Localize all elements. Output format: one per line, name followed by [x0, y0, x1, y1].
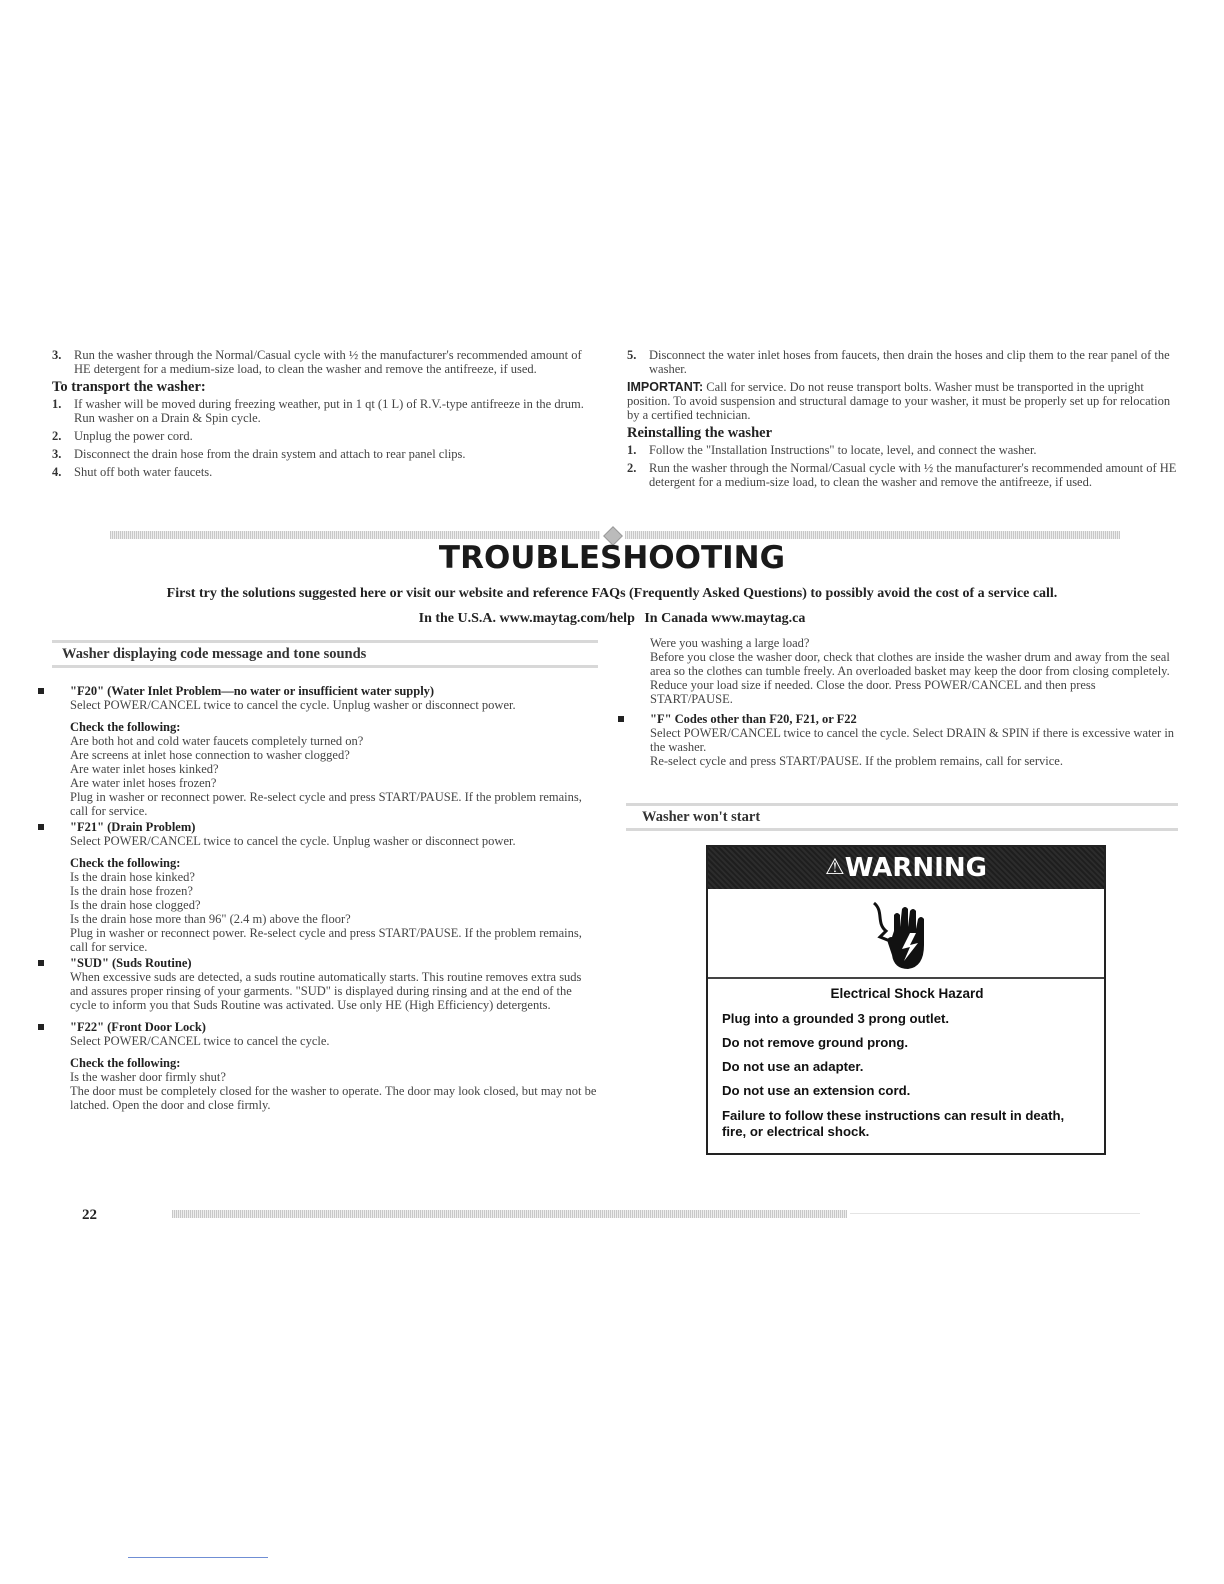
- warning-line: Do not use an extension cord.: [722, 1083, 911, 1098]
- warning-triangle-icon: ⚠: [825, 855, 845, 880]
- step-number: 4.: [52, 465, 62, 479]
- transport-step-5: [627, 348, 1177, 376]
- reinstall-step-2: [627, 461, 1177, 489]
- step-text: Follow the "Installation Instructions" to locate, level, and connect the washer.: [649, 443, 1037, 457]
- code-f21-text: Select POWER/CANCEL twice to cancel the cycle. Unplug washer or disconnect power.: [70, 834, 516, 848]
- other-f-codes-text: Select POWER/CANCEL twice to cancel the cycle. Select DRAIN & SPIN if there is excessive water in the washer.: [650, 726, 1175, 754]
- code-f20-item: [38, 684, 598, 818]
- code-f22-item: [38, 1020, 598, 1112]
- code-sud-text: When excessive suds are detected, a suds routine automatically starts. This routine removes extra suds and assures proper rinsing of your garments. "SUD" is displayed during rinsing and at the end of the cycle to inform you that Suds Routine was activated. Use only HE (High Efficiency) detergents.: [70, 970, 582, 1012]
- top-left-column: [52, 348, 597, 483]
- transport-step-1: [52, 397, 597, 425]
- transport-prep-step-3: [52, 348, 597, 376]
- code-f21-after-text: Plug in washer or reconnect power. Re-select cycle and press START/PAUSE. If the problem remains, call for service.: [70, 926, 582, 954]
- important-text: Call for service. Do not reuse transport bolts. Washer must be transported in the upright position. To avoid suspension and structural damage to your washer, it must be properly set up for relocation by a certified technician.: [627, 380, 1171, 422]
- website-line: [0, 611, 1224, 627]
- check-following-heading: Check the following:: [70, 1056, 181, 1070]
- code-message-column: [38, 678, 598, 1112]
- large-load-question: Were you washing a large load?: [650, 636, 810, 650]
- step-text: Shut off both water faucets.: [74, 465, 213, 479]
- code-f21-heading: "F21" (Drain Problem): [70, 820, 196, 834]
- transport-heading: To transport the washer:: [52, 379, 206, 395]
- step-number: 1.: [52, 397, 62, 411]
- intro-text: First try the solutions suggested here or visit our website and reference FAQs (Frequently Asked Questions) to possibly avoid the cost of a service call.: [166, 586, 1058, 601]
- electric-shock-icon: [866, 897, 946, 973]
- right-troubleshooting-column: [618, 636, 1178, 768]
- step-text: Run the washer through the Normal/Casual cycle with ½ the manufacturer's recommended amount of HE detergent for a medium-size load, to clean the washer and remove the antifreeze, if used.: [649, 461, 1177, 489]
- warning-hazard: Electrical Shock Hazard: [830, 986, 984, 1001]
- step-number: 2.: [627, 461, 637, 475]
- transport-step-3: [52, 447, 597, 461]
- code-message-section-header: [52, 640, 598, 668]
- step-number: 3.: [52, 348, 62, 362]
- code-f20-heading: "F20" (Water Inlet Problem—no water or insufficient water supply): [70, 684, 435, 698]
- bullet-icon: [38, 688, 44, 694]
- warning-box: [706, 845, 1106, 1155]
- warning-header: [708, 847, 1104, 889]
- code-sud-heading: "SUD" (Suds Routine): [70, 956, 192, 970]
- code-f22-text: Select POWER/CANCEL twice to cancel the cycle.: [70, 1034, 330, 1048]
- warning-line: Do not remove ground prong.: [722, 1035, 909, 1050]
- footer-rule: [172, 1210, 847, 1218]
- check-question: Are both hot and cold water faucets completely turned on?: [70, 734, 364, 748]
- check-following-heading: Check the following:: [70, 856, 181, 870]
- large-load-text: Before you close the washer door, check that clothes are inside the washer drum and away from the seal area so the clothes can tumble freely. An overloaded basket may keep the door from closing completely. Reduce your load size if needed. Close the door. Press POWER/CANCEL and then press START/PAUSE.: [650, 650, 1170, 706]
- section-heading: Washer displaying code message and tone sounds: [62, 646, 367, 662]
- code-f22-after-text: The door must be completely closed for the washer to operate. The door may look closed, but may not be latched. Open the door and close firmly.: [70, 1084, 597, 1112]
- warning-line: Do not use an adapter.: [722, 1059, 864, 1074]
- check-question: Are screens at inlet hose connection to washer clogged?: [70, 748, 350, 762]
- bottom-link-line: [128, 1557, 268, 1558]
- other-f-codes-heading: "F" Codes other than F20, F21, or F22: [650, 712, 857, 726]
- code-f22-heading: "F22" (Front Door Lock): [70, 1020, 206, 1034]
- code-sud-item: [38, 956, 598, 1012]
- step-number: 5.: [627, 348, 637, 362]
- website-canada: In Canada www.maytag.ca: [644, 611, 806, 626]
- check-question: Is the drain hose kinked?: [70, 870, 195, 884]
- warning-divider: [708, 977, 1104, 979]
- warning-title: WARNING: [844, 853, 987, 883]
- bullet-icon: [38, 824, 44, 830]
- check-question: Is the drain hose frozen?: [70, 884, 193, 898]
- reinstall-step-1: [627, 443, 1177, 457]
- other-f-codes-item: [618, 712, 1178, 768]
- section-heading: Washer won't start: [642, 809, 761, 825]
- transport-step-2: [52, 429, 597, 443]
- code-f20-after-text: Plug in washer or reconnect power. Re-select cycle and press START/PAUSE. If the problem remains, call for service.: [70, 790, 582, 818]
- step-number: 2.: [52, 429, 62, 443]
- check-question: Is the drain hose more than 96" (2.4 m) above the floor?: [70, 912, 351, 926]
- page-number: 22: [82, 1207, 97, 1223]
- step-text: Run the washer through the Normal/Casual cycle with ½ the manufacturer's recommended amount of HE detergent for a medium-size load, to clean the washer and remove the antifreeze, if used.: [74, 348, 582, 376]
- bullet-icon: [618, 716, 624, 722]
- check-following-heading: Check the following:: [70, 720, 181, 734]
- website-us: In the U.S.A. www.maytag.com/help: [418, 611, 635, 626]
- wont-start-section-header: [626, 803, 1178, 831]
- large-load-block: [618, 636, 1178, 706]
- check-question: Are water inlet hoses kinked?: [70, 762, 219, 776]
- step-text: Unplug the power cord.: [74, 429, 193, 443]
- transport-step-4: [52, 465, 597, 479]
- check-question: Is the drain hose clogged?: [70, 898, 201, 912]
- check-question: Are water inlet hoses frozen?: [70, 776, 217, 790]
- warning-line: Failure to follow these instructions can result in death, fire, or electrical shock.: [722, 1108, 1065, 1139]
- top-right-column: [627, 348, 1177, 493]
- check-question: Is the washer door firmly shut?: [70, 1070, 226, 1084]
- other-f-codes-after-text: Re-select cycle and press START/PAUSE. If the problem remains, call for service.: [650, 754, 1063, 768]
- important-label: IMPORTANT:: [627, 380, 704, 394]
- reinstall-heading: Reinstalling the washer: [627, 425, 772, 441]
- step-text: Disconnect the water inlet hoses from faucets, then drain the hoses and clip them to the rear panel of the washer.: [649, 348, 1170, 376]
- footer-rule-faint: [850, 1213, 1140, 1214]
- section-divider-right: [625, 531, 1120, 539]
- step-text: If washer will be moved during freezing weather, put in 1 qt (1 L) of R.V.-type antifreeze in the drum. Run washer on a Drain & Spin cycle.: [74, 397, 584, 425]
- section-divider-left: [110, 531, 600, 539]
- warning-line: Plug into a grounded 3 prong outlet.: [722, 1011, 950, 1026]
- step-text: Disconnect the drain hose from the drain system and attach to rear panel clips.: [74, 447, 466, 461]
- code-f20-text: Select POWER/CANCEL twice to cancel the cycle. Unplug washer or disconnect power.: [70, 698, 516, 712]
- important-note: [627, 380, 1177, 422]
- code-f21-item: [38, 820, 598, 954]
- page-title: TROUBLESHOOTING: [438, 540, 786, 576]
- bullet-icon: [38, 1024, 44, 1030]
- bullet-icon: [38, 960, 44, 966]
- step-number: 1.: [627, 443, 637, 457]
- step-number: 3.: [52, 447, 62, 461]
